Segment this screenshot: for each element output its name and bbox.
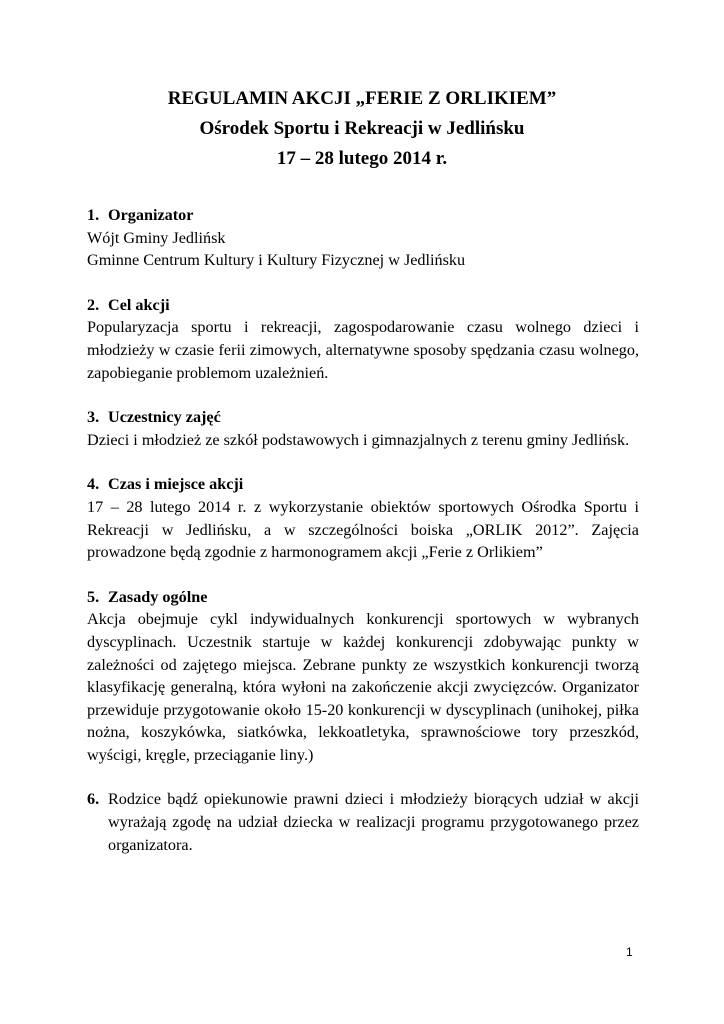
organizer-line-1: Wójt Gminy Jedlińsk <box>87 228 226 247</box>
section-goal <box>87 294 639 384</box>
section-parental-consent <box>87 788 639 856</box>
numbered-item <box>87 788 639 856</box>
section-number: 6. <box>87 790 100 809</box>
section-organizer <box>87 204 639 272</box>
section-title: Organizator <box>108 206 194 224</box>
section-number: 2. <box>87 295 100 314</box>
title-line-2: Ośrodek Sportu i Rekreacji w Jedlińsku <box>199 118 525 139</box>
section-text: Popularyzacja sportu i rekreacji, zagospodarowanie czasu wolnego dzieci i młodzieży w czasie ferii zimowych, alternatywne sposoby spędzania czasu wolnego, zapobieganie problemom uzależnień. <box>87 318 639 382</box>
section-title: Czas i miejsce akcji <box>108 475 244 494</box>
title-line-1: REGULAMIN AKCJI „FERIE Z ORLIKIEM” <box>167 88 557 109</box>
section-heading <box>87 204 639 227</box>
section-title: Cel akcji <box>108 295 170 314</box>
section-heading <box>87 294 639 317</box>
section-number: 5. <box>87 587 100 606</box>
section-text: Akcja obejmuje cykl indywidualnych konkurencji sportowych w wybranych dyscyplinach. Uczestnik startuje w każdej konkurencji zdobywając punkty w zależności od zajętego miejsca. Zebrane punkty ze wszystkich konkurencji tworzą klasyfikację generalną, która wyłoni na zakończenie akcji zwycięzców. Organizator przewiduje przygotowanie około 15-20 konkurencji w dyscyplinach (unihokej, piłka nożna, koszykówka, siatkówka, lekkoatletyka, sprawnościowe tory przeszkód, wyścigi, kręgle, przeciąganie liny.) <box>87 610 639 764</box>
section-title: Uczestnicy zajęć <box>108 408 221 427</box>
section-heading <box>87 406 639 429</box>
section-number: 4. <box>87 475 100 494</box>
section-number: 3. <box>87 408 100 427</box>
section-participants <box>87 406 639 451</box>
section-number: 1. <box>87 206 100 224</box>
title-line-3: 17 – 28 lutego 2014 r. <box>276 148 448 169</box>
section-text: Dzieci i młodzież ze szkół podstawowych i gimnazjalnych z terenu gminy Jedlińsk. <box>87 430 630 449</box>
section-title: Zasady ogólne <box>108 587 208 606</box>
section-heading <box>87 473 639 496</box>
section-general-rules <box>87 586 639 767</box>
section-text: Rodzice bądź opiekunowie prawni dzieci i młodzieży biorących udział w akcji wyrażają zgodę na udział dziecka w realizacji programu przygotowanego przez organizatora. <box>108 790 639 854</box>
document-title <box>0 84 724 174</box>
section-heading <box>87 586 639 609</box>
page-number: 1 <box>626 945 633 959</box>
section-text: 17 – 28 lutego 2014 r. z wykorzystanie obiektów sportowych Ośrodka Sportu i Rekreacji w Jedlińsku, a w szczególności boiska „ORLIK 2012”. Zajęcia prowadzone będą zgodnie z harmonogramem akcji „Ferie z Orlikiem” <box>87 497 639 562</box>
document-body <box>87 204 639 878</box>
section-time-place <box>87 473 639 563</box>
organizer-line-2: Gminne Centrum Kultury i Kultury Fizycznej w Jedlińsku <box>87 251 466 270</box>
